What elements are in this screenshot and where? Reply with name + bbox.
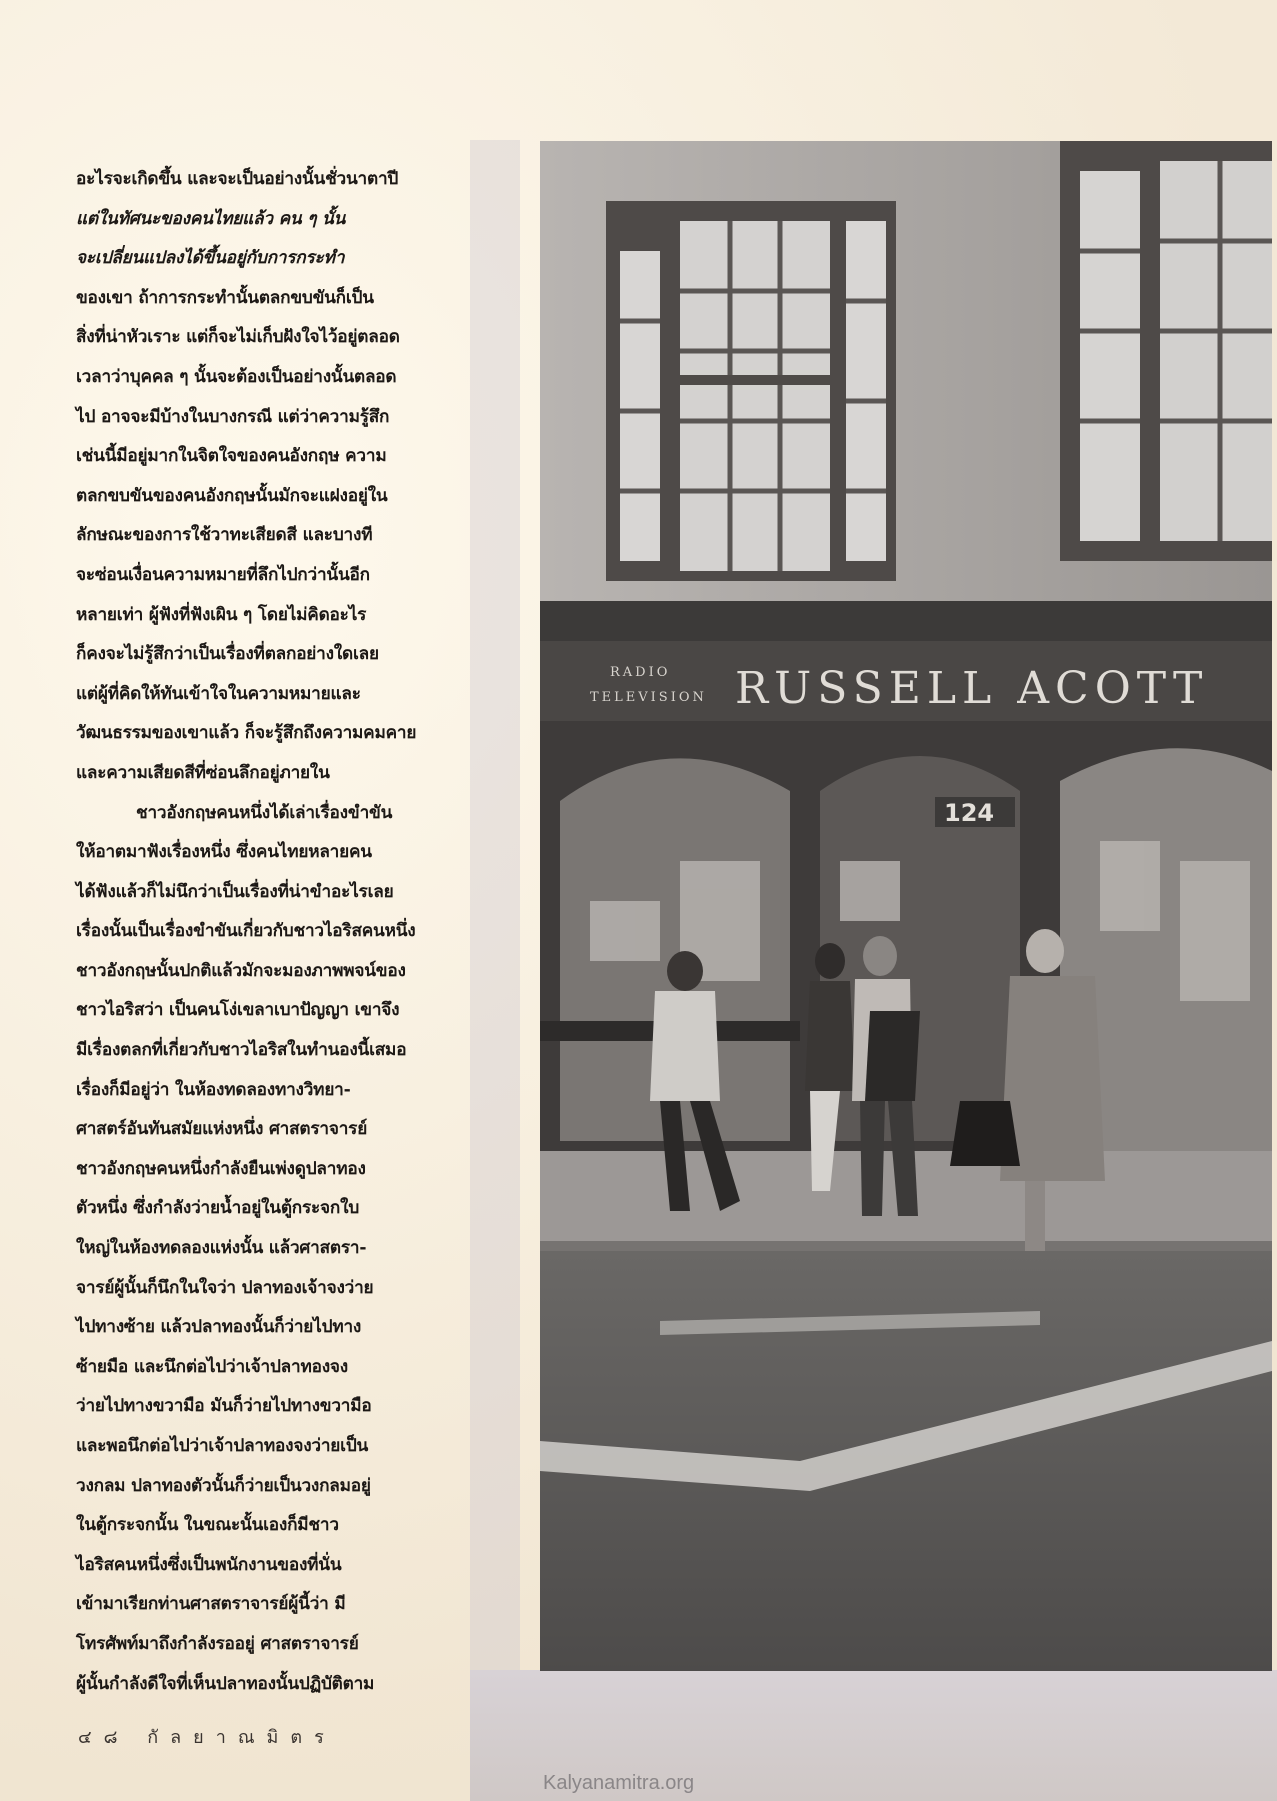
article-line: วงกลม ปลาทองตัวนั้นก็ว่ายเป็นวงกลมอยู่ — [76, 1475, 371, 1496]
article-line: ชาวอังกฤษนั้นปกติแล้วมักจะมองภาพพจน์ของ — [76, 960, 406, 981]
sash-window-right — [1060, 141, 1272, 561]
shade-strip — [470, 140, 520, 1800]
page-footer-label: ๔๘ กัลยาณมิตร — [78, 1727, 336, 1748]
article-line: ลักษณะของการใช้วาทะเสียดสี และบางที — [76, 525, 373, 546]
article-line: โทรศัพท์มาถึงกำลังรออยู่ ศาสตราจารย์ — [76, 1633, 359, 1654]
sign-television-text: TELEVISION — [590, 690, 707, 705]
sign-radio-text: RADIO — [610, 665, 671, 680]
article-line: เรื่องนั้นเป็นเรื่องขำขันเกี่ยวกับชาวไอริสคนหนึ่ง — [76, 921, 416, 942]
article-line: ตัวหนึ่ง ซึ่งกำลังว่ายน้ำอยู่ในตู้กระจกใบ — [76, 1198, 360, 1219]
article-line: เช่นนี้มีอยู่มากในจิตใจของคนอังกฤษ ความ — [76, 446, 387, 467]
article-line: ใหญ่ในห้องทดลองแห่งนั้น แล้วศาสตรา- — [76, 1238, 367, 1259]
article-line: จารย์ผู้นั้นก็นึกในใจว่า ปลาทองเจ้าจงว่าย — [76, 1277, 374, 1298]
article-line: ก็คงจะไม่รู้สึกว่าเป็นเรื่องที่ตลกอย่างใดเลย — [76, 644, 379, 665]
article-line: ศาสตร์อันทันสมัยแห่งหนึ่ง ศาสตราจารย์ — [76, 1119, 368, 1140]
article-line: ชาวอังกฤษคนหนึ่งกำลังยืนเพ่งดูปลาทอง — [76, 1158, 366, 1179]
article-line: ไอริสคนหนึ่งซึ่งเป็นพนักงานของที่นั่น — [76, 1554, 342, 1575]
article-line: ตลกขบขันของคนอังกฤษนั้นมักจะแฝงอยู่ใน — [76, 485, 388, 506]
article-line: ผู้นั้นกำลังดีใจที่เห็นปลาทองนั้นปฏิบัติตาม — [76, 1673, 375, 1694]
article-line: จะซ่อนเงื่อนความหมายที่ลึกไปกว่านั้นอีก — [76, 564, 370, 585]
article-line: หลายเท่า ผู้ฟังที่ฟังเผิน ๆ โดยไม่คิดอะไร — [76, 604, 367, 625]
article-line: ซ้ายมือ และนึกต่อไปว่าเจ้าปลาทองจง — [76, 1356, 348, 1377]
article-line: สิ่งที่น่าหัวเราะ แต่ก็จะไม่เก็บฝังใจไว้อยู่ตลอด — [76, 327, 400, 348]
article-line: ไป อาจจะมีบ้างในบางกรณี แต่ว่าความรู้สึก — [76, 406, 390, 427]
article-line: ในตู้กระจกนั้น ในขณะนั้นเองก็มีชาว — [76, 1515, 339, 1536]
article-line: อะไรจะเกิดขึ้น และจะเป็นอย่างนั้นชั่วนาตาปี — [76, 169, 399, 189]
article-line: ของเขา ถ้าการกระทำนั้นตลกขบขันก็เป็น — [76, 287, 374, 308]
article-line: ชาวไอริสว่า เป็นคนโง่เขลาเบาปัญญา เขาจึง — [76, 1000, 400, 1021]
article-line: ว่ายไปทางขวามือ มันก็ว่ายไปทางขวามือ — [76, 1396, 372, 1417]
article-line: ไปทางซ้าย แล้วปลาทองนั้นก็ว่ายไปทาง — [76, 1317, 362, 1338]
article-line: เรื่องก็มีอยู่ว่า ในห้องทดลองทางวิทยา- — [76, 1079, 351, 1100]
article-line: แต่ในทัศนะของคนไทยแล้ว คน ๆ นั้น — [76, 208, 346, 229]
article-line: เวลาว่าบุคคล ๆ นั้นจะต้องเป็นอย่างนั้นตลอด — [76, 366, 397, 387]
article-line: และความเสียดสีที่ซ่อนลึกอยู่ภายใน — [76, 762, 330, 783]
article-line: ให้อาตมาฟังเรื่องหนึ่ง ซึ่งคนไทยหลายคน — [76, 842, 372, 863]
sash-window-left — [606, 201, 896, 581]
article-line: ชาวอังกฤษคนหนึ่งได้เล่าเรื่องขำขัน — [136, 802, 393, 823]
article-line: แต่ผู้ที่คิดให้ทันเข้าใจในความหมายและ — [76, 683, 361, 704]
shop-sign-name: RUSSELL ACOTT — [735, 663, 1209, 714]
article-line: เข้ามาเรียกท่านศาสตราจารย์ผู้นี้ว่า มี — [76, 1594, 346, 1615]
article-line: ได้ฟังแล้วก็ไม่นึกว่าเป็นเรื่องที่น่าขำอะไรเลย — [76, 881, 394, 902]
article-text-column — [76, 160, 452, 1704]
source-credit: Kalyanamitra.org — [543, 1772, 695, 1794]
article-line: วัฒนธรรมของเขาแล้ว ก็จะรู้สึกถึงความคมคาย — [76, 723, 417, 744]
article-line: มีเรื่องตลกที่เกี่ยวกับชาวไอริสในทำนองนี้เสมอ — [76, 1040, 407, 1061]
street-photo — [540, 141, 1272, 1671]
article-line: และพอนึกต่อไปว่าเจ้าปลาทองจงว่ายเป็น — [76, 1436, 369, 1456]
street-number: 124 — [944, 799, 995, 827]
article-line: จะเปลี่ยนแปลงได้ขึ้นอยู่กับการกระทำ — [76, 248, 345, 269]
